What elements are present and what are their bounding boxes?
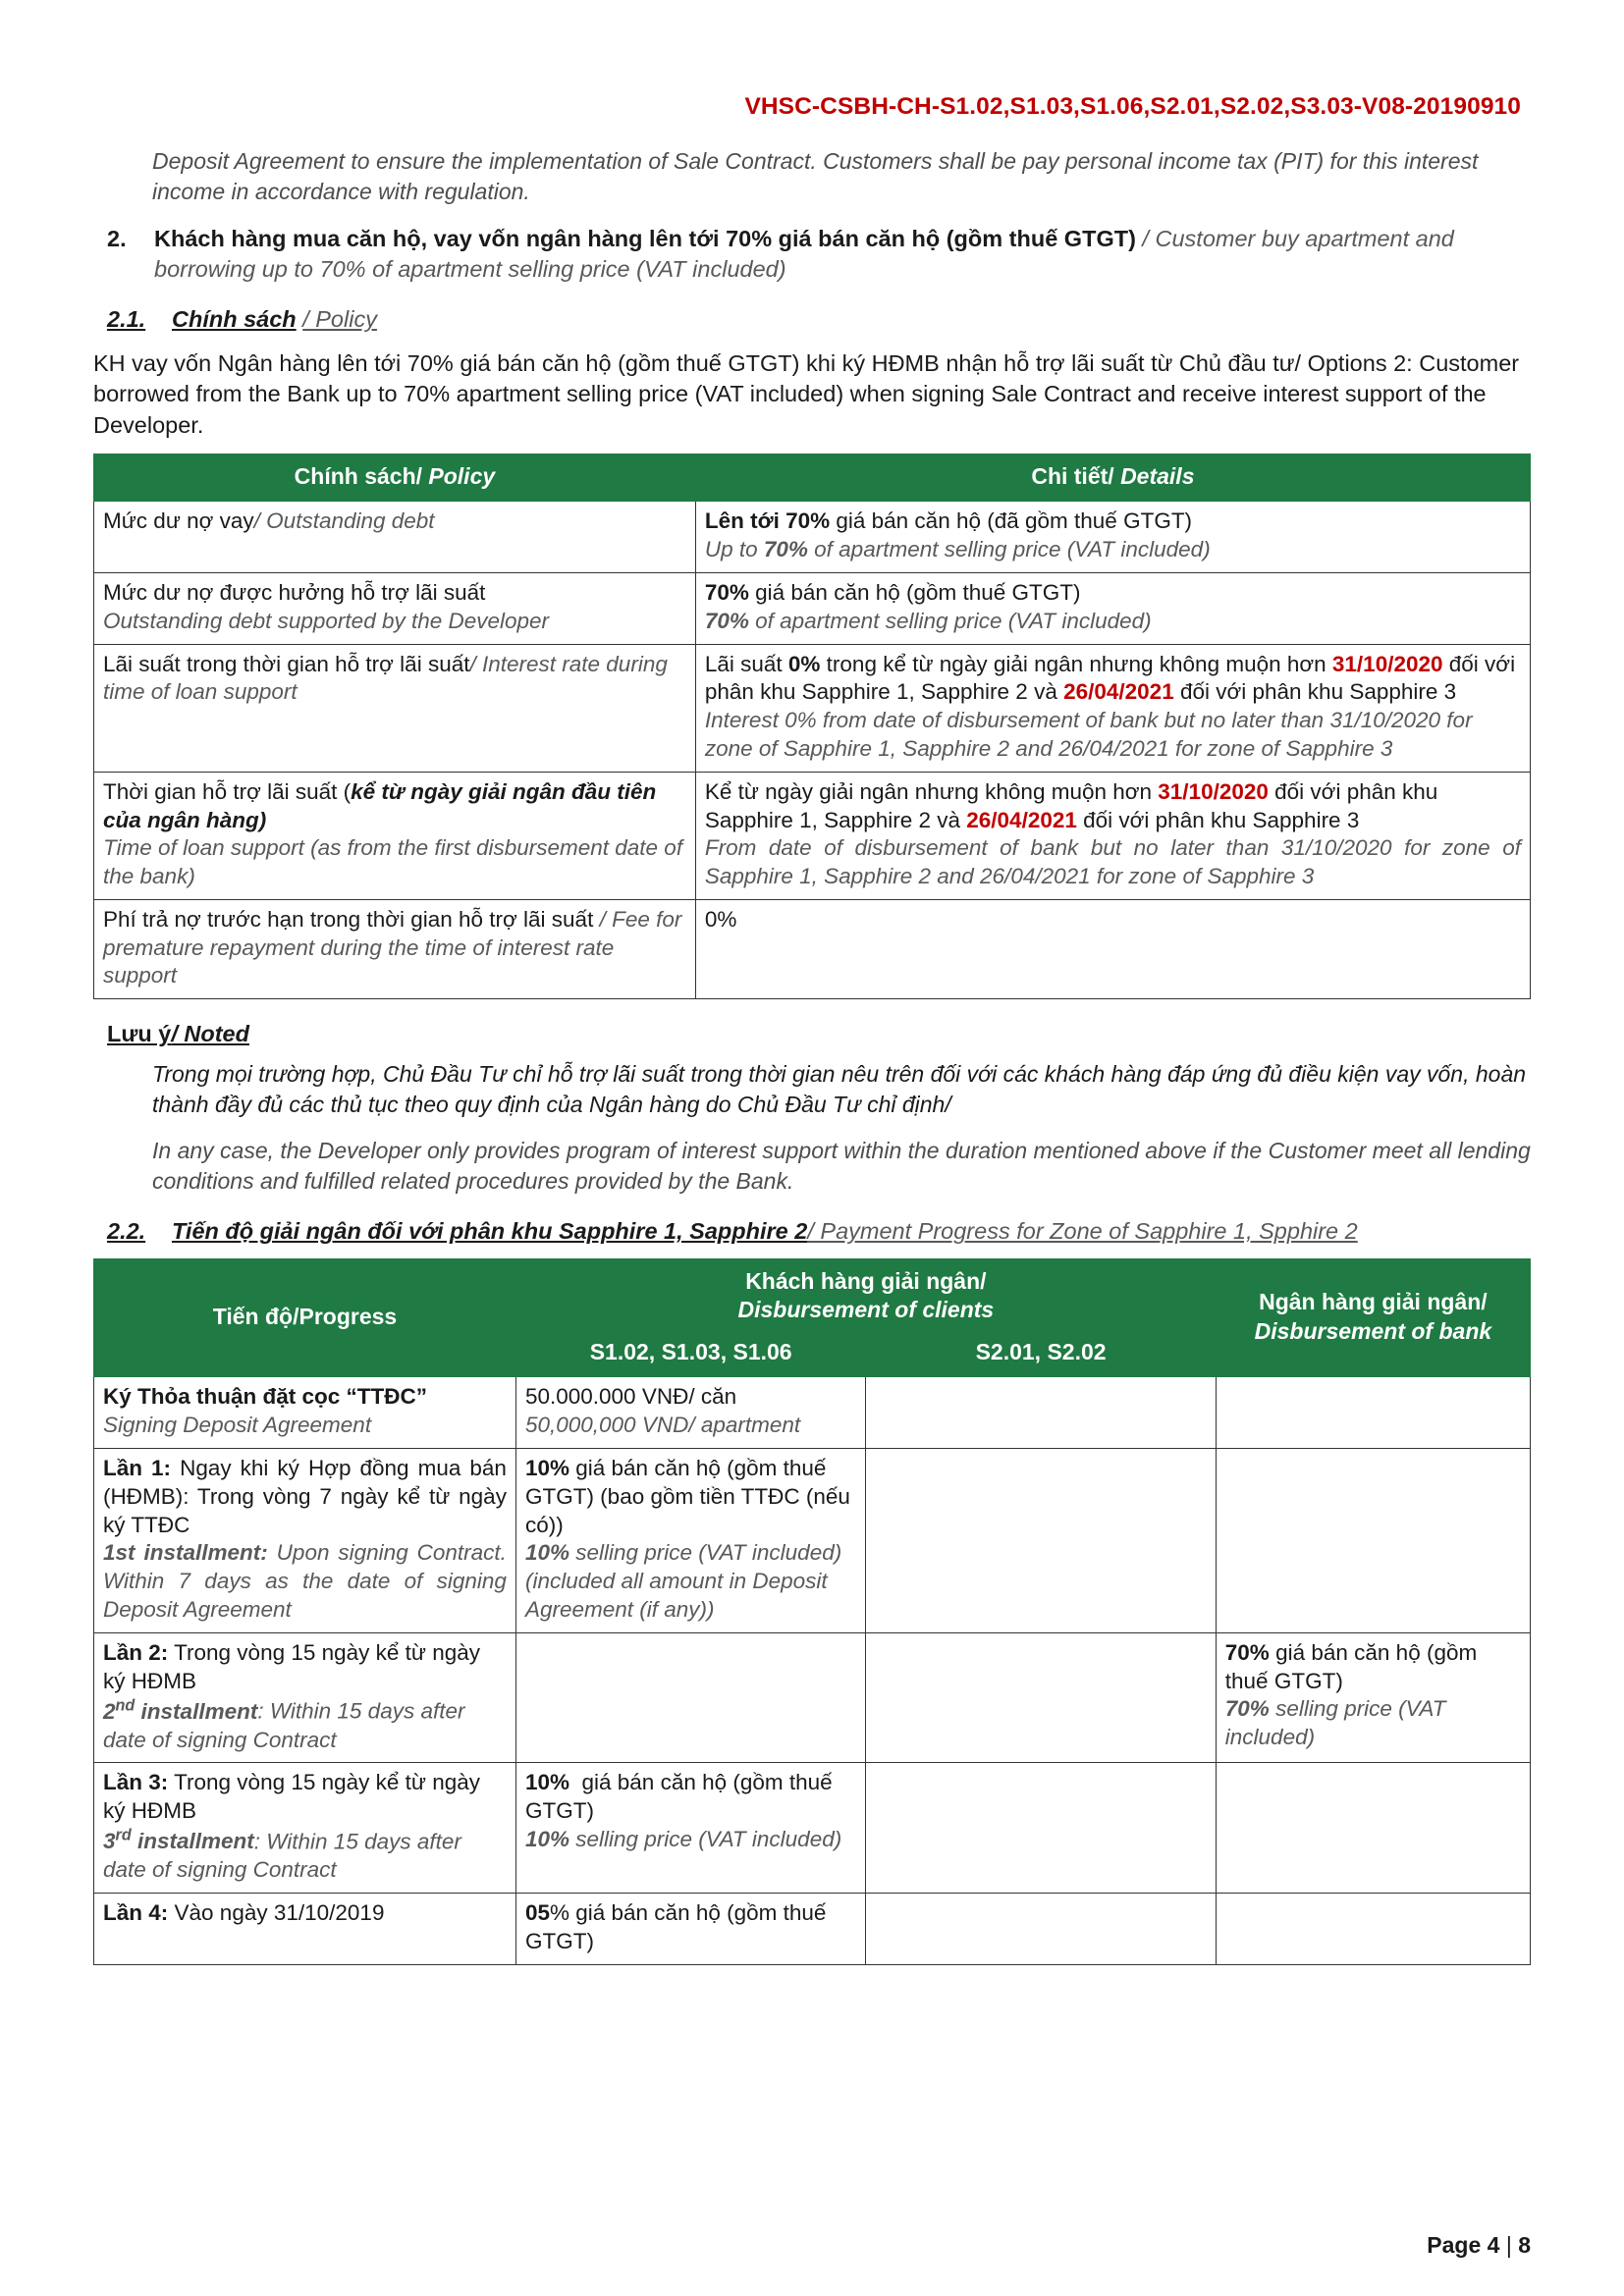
document-code: VHSC-CSBH-CH-S1.02,S1.03,S1.06,S2.01,S2.02,S3.03-V08-20190910 <box>744 93 1521 120</box>
policy-cell: Thời gian hỗ trợ lãi suất (kể từ ngày giải ngân đầu tiên của ngân hàng) Time of loan support (as from the first disbursement date of the bank) <box>94 772 696 899</box>
detail-cell: Lên tới 70% giá bán căn hộ (đã gồm thuế GTGT) Up to 70% of apartment selling price (VAT included) <box>695 502 1530 573</box>
client-cell-2 <box>866 1763 1216 1894</box>
bank-cell <box>1216 1763 1530 1894</box>
page-number: Page 4 <box>1427 2232 1500 2258</box>
policy-table-head <box>94 454 1531 501</box>
client-col-1-header: S1.02, S1.03, S1.06 <box>515 1329 865 1376</box>
client-cell-2 <box>866 1377 1216 1449</box>
section-2-1-paragraph: KH vay vốn Ngân hàng lên tới 70% giá bán căn hộ (gồm thuế GTGT) khi ký HĐMB nhận hỗ trợ lãi suất từ Chủ đầu tư/ Options 2: Customer borrowed from the Bank up to 70% apartment selling price (VAT included) when signing Sale Contract and receive interest support of the Developer. <box>93 349 1520 439</box>
policy-table-header-row <box>94 454 1531 501</box>
client-disbursement-header-vi: Khách hàng giải ngân/ <box>745 1268 987 1295</box>
progress-col-header: Tiến độ/Progress <box>94 1259 516 1377</box>
progress-cell: Lần 2: Trong vòng 15 ngày kể từ ngày ký HĐMB 2nd installment: Within 15 days after date of signing Contract <box>94 1632 516 1763</box>
table-row <box>94 899 1531 998</box>
client-cell-1 <box>515 1632 865 1763</box>
client-cell-2 <box>866 1448 1216 1632</box>
detail-cell: 0% <box>695 899 1530 998</box>
client-disbursement-header-en: Disbursement of clients <box>737 1297 995 1323</box>
payment-progress-table <box>93 1258 1531 1965</box>
table-row <box>94 502 1531 573</box>
table-row <box>94 1377 1531 1449</box>
progress-header-row-1 <box>94 1259 1531 1330</box>
client-cell-1: 10% giá bán căn hộ (gồm thuế GTGT) (bao gồm tiền TTĐC (nếu có)) 10% selling price (VAT included) (included all amount in Deposit Agreement (if any)) <box>515 1448 865 1632</box>
bank-disbursement-header <box>1216 1259 1530 1377</box>
section-2-title-en: / Customer buy apartment and borrowing up to 70% of apartment selling price (VAT included) <box>154 226 1454 283</box>
client-cell-1: 10% giá bán căn hộ (gồm thuế GTGT) 10% selling price (VAT included) <box>515 1763 865 1894</box>
table-row <box>94 1632 1531 1763</box>
policy-cell: Phí trả nợ trước hạn trong thời gian hỗ trợ lãi suất / Fee for premature repayment during the time of interest rate support <box>94 899 696 998</box>
noted-text-vi: Trong mọi trường hợp, Chủ Đầu Tư chỉ hỗ trợ lãi suất trong thời gian nêu trên đối với các khách hàng đáp ứng đủ điều kiện vay vốn, hoàn thành đầy đủ các thủ tục theo quy định của Ngân hàng do Chủ Đầu Tư chỉ định/ <box>152 1061 1527 1118</box>
details-col-header: Chi tiết/ Details <box>695 454 1530 501</box>
progress-cell: Lần 4: Vào ngày 31/10/2019 <box>94 1894 516 1965</box>
policy-cell: Lãi suất trong thời gian hỗ trợ lãi suất/ Interest rate during time of loan support <box>94 644 696 772</box>
section-2-1-title-vi: Chính sách <box>172 306 297 333</box>
section-2-2-heading <box>107 1216 1531 1247</box>
page-separator: | <box>1499 2232 1519 2258</box>
policy-cell: Mức dư nợ vay/ Outstanding debt <box>94 502 696 573</box>
detail-cell: Lãi suất 0% trong kể từ ngày giải ngân nhưng không muộn hơn 31/10/2020 đối với phân khu Sapphire 1, Sapphire 2 và 26/04/2021 đối với phân khu Sapphire 3 Interest 0% from date of disbursement of bank but no later than 31/10/2020 for zone of Sapphire 1, Sapphire 2 and 26/04/2021 for zone of Sapphire 3 <box>695 644 1530 772</box>
progress-table-head <box>94 1259 1531 1377</box>
section-2-2-number: 2.2. <box>107 1218 146 1245</box>
bank-cell <box>1216 1448 1530 1632</box>
intro-paragraph: Deposit Agreement to ensure the implementation of Sale Contract. Customers shall be pay personal income tax (PIT) for this interest income in accordance with regulation. <box>152 148 1479 204</box>
client-cell-2 <box>866 1894 1216 1965</box>
section-2-2-title-vi: Tiến độ giải ngân đối với phân khu Sapphire 1, Sapphire 2 <box>172 1218 808 1245</box>
policy-table-body <box>94 502 1531 999</box>
detail-cell: Kể từ ngày giải ngân nhưng không muộn hơn 31/10/2020 đối với phân khu Sapphire 1, Sapphire 2 và 26/04/2021 đối với phân khu Sapphire 3 From date of disbursement of bank but no later than 31/10/2020 for zone of Sapphire 1, Sapphire 2 and 26/04/2021 for zone of Sapphire 3 <box>695 772 1530 899</box>
progress-cell: Ký Thỏa thuận đặt cọc “TTĐC” Signing Deposit Agreement <box>94 1377 516 1449</box>
bank-cell <box>1216 1377 1530 1449</box>
noted-title-vi: Lưu ý <box>107 1021 172 1047</box>
noted-text-en: In any case, the Developer only provides program of interest support within the duration mentioned above if the Customer meet all lending conditions and fulfilled related procedures provided by the Bank. <box>152 1138 1531 1195</box>
section-2-title-vi: Khách hàng mua căn hộ, vay vốn ngân hàng lên tới 70% giá bán căn hộ (gồm thuế GTGT) <box>154 226 1136 252</box>
bank-disbursement-header-vi: Ngân hàng giải ngân/ <box>1259 1289 1488 1315</box>
progress-cell: Lần 1: Ngay khi ký Hợp đồng mua bán (HĐMB): Trong vòng 7 ngày kể từ ngày ký TTĐC 1st installment: Upon signing Contract. Within 7 days as the date of signing Deposit Agreement <box>94 1448 516 1632</box>
section-2-title <box>154 224 1531 285</box>
client-cell-1: 50.000.000 VNĐ/ căn 50,000,000 VND/ apartment <box>515 1377 865 1449</box>
noted-heading <box>107 1021 1531 1047</box>
client-cell-2 <box>866 1632 1216 1763</box>
table-row <box>94 572 1531 644</box>
section-2-1-heading <box>107 304 1531 335</box>
section-2-heading <box>93 224 1531 285</box>
bank-cell <box>1216 1894 1530 1965</box>
section-2-number: 2. <box>107 226 127 252</box>
client-disbursement-header <box>515 1259 1216 1330</box>
bank-disbursement-header-en: Disbursement of bank <box>1254 1317 1492 1344</box>
client-cell-1: 05% giá bán căn hộ (gồm thuế GTGT) <box>515 1894 865 1965</box>
policy-cell: Mức dư nợ được hưởng hỗ trợ lãi suất Outstanding debt supported by the Developer <box>94 572 696 644</box>
detail-cell: 70% giá bán căn hộ (gồm thuế GTGT) 70% of apartment selling price (VAT included) <box>695 572 1530 644</box>
table-row <box>94 772 1531 899</box>
progress-cell: Lần 3: Trong vòng 15 ngày kể từ ngày ký HĐMB 3rd installment: Within 15 days after date of signing Contract <box>94 1763 516 1894</box>
page-footer <box>1427 2232 1531 2259</box>
section-2-2-title-en: / Payment Progress for Zone of Sapphire 1, Spphire 2 <box>807 1218 1358 1245</box>
bank-cell: 70% giá bán căn hộ (gồm thuế GTGT) 70% selling price (VAT included) <box>1216 1632 1530 1763</box>
policy-table <box>93 454 1531 999</box>
section-2-1-number: 2.1. <box>107 306 146 333</box>
table-row <box>94 1448 1531 1632</box>
table-row <box>94 1894 1531 1965</box>
client-col-2-header: S2.01, S2.02 <box>866 1329 1216 1376</box>
progress-table-body <box>94 1377 1531 1964</box>
page-total: 8 <box>1518 2232 1531 2258</box>
table-row <box>94 644 1531 772</box>
section-2-1-title-en: / Policy <box>302 306 377 333</box>
table-row <box>94 1763 1531 1894</box>
policy-col-header: Chính sách/ Policy <box>94 454 696 501</box>
noted-title-en: / Noted <box>171 1021 249 1047</box>
